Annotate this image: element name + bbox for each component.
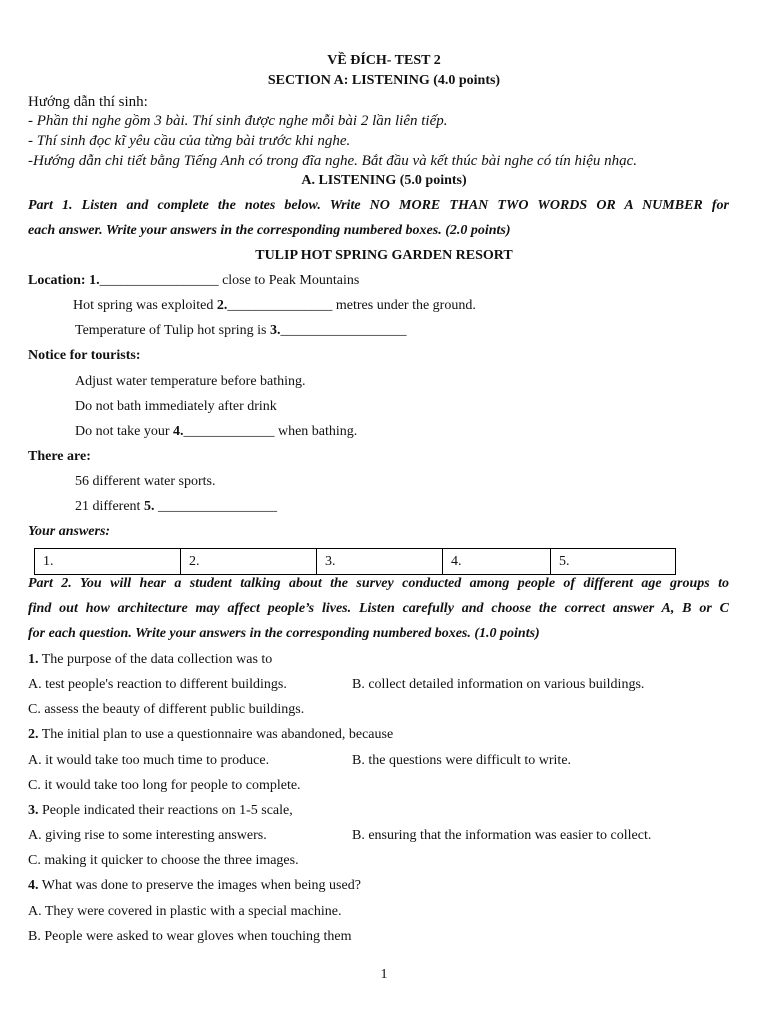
notice-item: Adjust water temperature before bathing.	[75, 374, 306, 389]
question-text: The purpose of the data collection was to	[38, 652, 273, 667]
instruction-line: - Phần thi nghe gồm 3 bài. Thí sinh được nghe mỗi bài 2 lần liên tiếp.	[28, 113, 448, 129]
notice-label: Notice for tourists:	[28, 348, 141, 363]
answer-box-1[interactable]: 1.	[35, 549, 181, 575]
option-c[interactable]: C. assess the beauty of different public buildings.	[28, 702, 305, 717]
question-number: 4.	[28, 878, 39, 893]
question-text: What was done to preserve the images when being used?	[38, 878, 361, 893]
answer-box-4[interactable]: 4.	[443, 549, 551, 575]
document-title: VỀ ĐÍCH- TEST 2	[327, 53, 441, 68]
question-number: 4.	[172, 424, 184, 439]
there-are-label: There are:	[28, 449, 91, 464]
sports-line: 56 different water sports.	[75, 474, 216, 489]
q5-line	[75, 498, 277, 516]
part1-instructions-line: Part 1. Listen and complete the notes below. Write NO MORE THAN TWO WORDS OR A NUMBER for	[28, 198, 729, 213]
question-number: 5.	[143, 499, 155, 514]
location-line	[28, 272, 359, 290]
question-text: The initial plan to use a questionnaire was abandoned, because	[38, 727, 394, 742]
hot-spring-text: Hot spring was exploited	[73, 298, 217, 313]
part2-instructions-line: Part 2. You will hear a student talking about the survey conducted among people of different age groups to	[28, 576, 729, 591]
instruction-line: -Hướng dẫn chi tiết bằng Tiếng Anh có trong đĩa nghe. Bắt đầu và kết thúc bài nghe có tín hiệu nhạc.	[28, 153, 638, 169]
option-a[interactable]: A. giving rise to some interesting answers.	[28, 828, 267, 843]
question-number: 1.	[89, 273, 100, 288]
location-label: Location:	[28, 273, 86, 288]
answer-blank[interactable]: _________________	[154, 499, 277, 514]
option-b[interactable]: B. the questions were difficult to write.	[352, 753, 572, 768]
resort-title: TULIP HOT SPRING GARDEN RESORT	[255, 248, 513, 263]
instruction-line: - Thí sinh đọc kĩ yêu cầu của từng bài trước khi nghe.	[28, 133, 351, 149]
hot-spring-line	[73, 297, 476, 315]
answer-blank[interactable]: _______________	[227, 298, 333, 313]
notice-item: Do not bath immediately after drink	[75, 399, 277, 414]
option-c[interactable]: C. making it quicker to choose the three images.	[28, 853, 299, 868]
answer-box-3[interactable]: 3.	[317, 549, 443, 575]
question-number: 3.	[270, 323, 281, 338]
question-number: 2.	[28, 727, 39, 742]
question-3	[28, 802, 293, 820]
answer-blank[interactable]: _____________	[183, 424, 275, 439]
temperature-text: Temperature of Tulip hot spring is	[75, 323, 271, 338]
option-a[interactable]: A. test people's reaction to different buildings.	[28, 677, 287, 692]
answer-table	[34, 548, 676, 575]
answer-box-5[interactable]: 5.	[551, 549, 676, 575]
answer-blank[interactable]: __________________	[280, 323, 407, 338]
question-text: People indicated their reactions on 1-5 scale,	[38, 803, 293, 818]
notice-text: Do not take your	[75, 424, 173, 439]
page-number: 1	[380, 967, 388, 982]
option-a[interactable]: A. They were covered in plastic with a special machine.	[28, 904, 342, 919]
notice-item	[75, 423, 357, 441]
question-number: 3.	[28, 803, 39, 818]
temperature-line	[75, 322, 407, 340]
part1-instructions-line: each answer. Write your answers in the corresponding numbered boxes. (2.0 points)	[28, 223, 511, 238]
question-2	[28, 726, 393, 744]
instructions-heading: Hướng dẫn thí sinh:	[28, 94, 148, 110]
option-a[interactable]: A. it would take too much time to produce.	[28, 753, 270, 768]
question-number: 2.	[216, 298, 228, 313]
part2-instructions-line: find out how architecture may affect people’s lives. Listen carefully and choose the correct answer A, B or C	[28, 601, 729, 616]
option-b[interactable]: B. People were asked to wear gloves when touching them	[28, 929, 352, 944]
section-heading: SECTION A: LISTENING (4.0 points)	[267, 73, 501, 88]
option-c[interactable]: C. it would take too long for people to complete.	[28, 778, 301, 793]
question-4	[28, 877, 361, 895]
answer-box-2[interactable]: 2.	[181, 549, 317, 575]
answer-blank[interactable]: _________________	[99, 273, 219, 288]
hot-spring-after: metres under the ground.	[332, 298, 476, 313]
q5-text: 21 different	[75, 499, 144, 514]
listening-heading: A. LISTENING (5.0 points)	[301, 173, 467, 188]
location-text: close to Peak Mountains	[218, 273, 360, 288]
option-b[interactable]: B. ensuring that the information was easier to collect.	[352, 828, 652, 843]
notice-after: when bathing.	[274, 424, 358, 439]
part2-instructions-line: for each question. Write your answers in the corresponding numbered boxes. (1.0 points)	[28, 626, 540, 641]
question-1	[28, 651, 272, 669]
your-answers-label: Your answers:	[28, 524, 111, 539]
option-b[interactable]: B. collect detailed information on various buildings.	[352, 677, 645, 692]
question-number: 1.	[28, 652, 39, 667]
